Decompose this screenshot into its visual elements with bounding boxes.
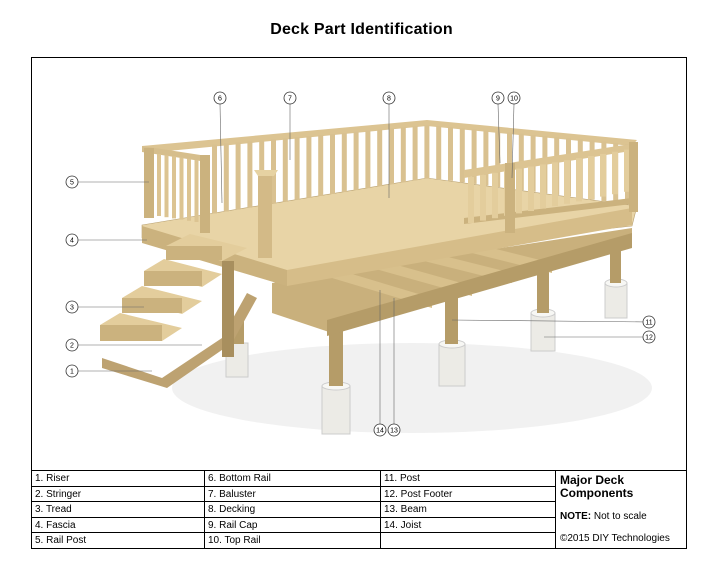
baluster [564,160,570,204]
callout-12 [643,331,655,343]
note-text: Not to scale [591,511,647,522]
callout-10 [508,92,520,104]
legend-col-2 [205,471,381,549]
baluster [247,141,252,207]
callout-4 [66,234,78,246]
legend-item: 6. Bottom Rail [205,471,380,487]
info-heading: Major Deck [560,473,625,487]
callout-5 [66,176,78,188]
callout-number: 13 [390,427,398,435]
baluster [492,173,498,218]
legend-item: 5. Rail Post [35,535,87,547]
baluster [165,155,169,217]
baluster [600,154,606,197]
baluster [283,138,288,202]
legend-item: 1. Riser [32,471,204,487]
post-footer [439,344,465,386]
rail-post [629,142,638,212]
baluster [212,145,217,214]
baluster [180,158,184,220]
legend-item: 12. Post Footer [381,487,555,503]
baluster [157,154,161,216]
callout-number: 8 [387,95,391,103]
legend-item: 4. Fascia [32,518,204,534]
baluster [516,169,522,214]
legend-item [381,533,555,549]
legend-table [32,470,686,549]
callout-13 [388,424,400,436]
riser [122,298,182,313]
callout-2 [66,339,78,351]
baluster [365,131,370,189]
diagram-frame [31,57,687,549]
post-footer [531,313,555,351]
baluster [528,167,534,212]
baluster [389,128,394,184]
callout-number: 6 [218,95,222,103]
rail-post [505,163,515,233]
baluster [552,162,558,206]
rail-post [144,148,154,218]
baluster [330,134,335,194]
callout-14 [374,424,386,436]
callout-9 [492,92,504,104]
page-title: Deck Part Identification [270,21,453,38]
callout-7 [284,92,296,104]
baluster [187,159,191,221]
deck-illustration [32,58,686,470]
copyright: ©2015 DIY Technologies [560,533,670,544]
callout-number: 4 [70,237,74,245]
callout-number: 10 [510,95,518,103]
scale-note [560,511,682,522]
riser [144,271,202,286]
callout-1 [66,365,78,377]
rail-post [258,173,272,258]
baluster [236,142,241,209]
callout-8 [383,92,395,104]
baluster [172,156,176,218]
post-footer [322,386,350,434]
legend-item: 10. Top Rail [208,535,261,547]
callout-number: 12 [645,334,653,342]
callout-number: 11 [645,319,653,327]
legend-item: 14. Joist [381,518,555,534]
balusters [157,154,199,222]
callout-number: 9 [496,95,500,103]
baluster [295,137,300,200]
callout-number: 5 [70,179,74,187]
legend-item: 9. Rail Cap [205,518,380,534]
baluster [413,126,418,180]
baluster [377,130,382,187]
callout-number: 1 [70,368,74,376]
riser [166,246,222,260]
info-panel [556,471,686,549]
legend-item: 2. Stringer [32,487,204,503]
baluster [436,126,441,179]
baluster [354,132,359,190]
rail-post [200,155,210,233]
note-label: NOTE: [560,511,592,522]
riser [100,325,162,341]
baluster [401,127,406,182]
callout-number: 2 [70,342,74,350]
baluster [342,133,347,192]
callout-number: 14 [376,427,384,435]
baluster [612,152,618,194]
baluster [576,158,582,201]
baluster [480,175,486,221]
legend-item: 7. Baluster [205,487,380,503]
baluster [306,136,311,198]
baluster [468,177,474,223]
callout-11 [643,316,655,328]
baluster [224,144,229,212]
legend-item: 3. Tread [32,502,204,518]
baluster [318,135,323,196]
info-heading: Components [560,486,634,500]
post-footer [605,283,627,318]
legend-col-3 [381,471,556,549]
legend-col-1 [32,471,205,549]
baluster [195,160,199,222]
legend-item: 11. Post [381,471,555,487]
legend-item: 13. Beam [381,502,555,518]
baluster [448,127,453,181]
baluster [540,164,546,208]
baluster [424,125,429,178]
legend-item: 8. Decking [205,502,380,518]
callout-number: 3 [70,304,74,312]
callout-number: 7 [288,95,292,103]
callout-6 [214,92,226,104]
baluster [588,156,594,199]
callout-3 [66,301,78,313]
